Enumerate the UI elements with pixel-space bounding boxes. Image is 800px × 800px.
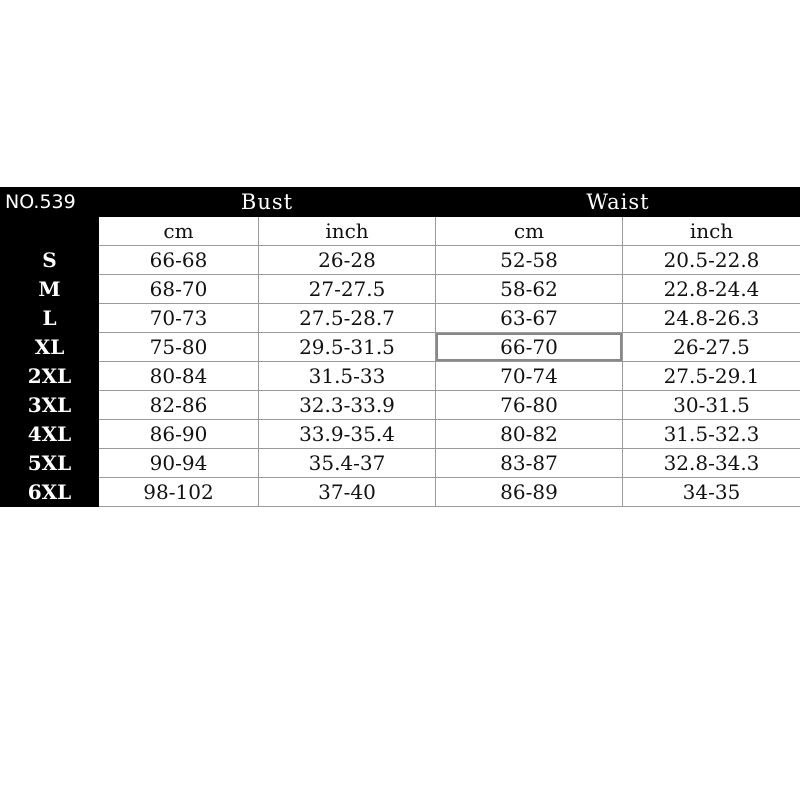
table-row [1, 275, 800, 304]
bust-cm-cell: 75-80 [99, 333, 259, 362]
bust-cm-cell: 86-90 [99, 420, 259, 449]
waist-inch-cell: 22.8-24.4 [623, 275, 800, 304]
bust-cm-cell: 80-84 [99, 362, 259, 391]
unit-header-row [1, 217, 800, 246]
waist-cm-cell: 58-62 [436, 275, 623, 304]
waist-cm-cell: 70-74 [436, 362, 623, 391]
table-row [1, 333, 800, 362]
bust-cm-cell: 70-73 [99, 304, 259, 333]
waist-inch-cell: 27.5-29.1 [623, 362, 800, 391]
table-row [1, 246, 800, 275]
model-number: NO.539 [1, 188, 99, 217]
size-label: XL [1, 333, 99, 362]
bust-cm-cell: 90-94 [99, 449, 259, 478]
bust-inch-cell: 27-27.5 [259, 275, 436, 304]
table-row [1, 478, 800, 507]
size-column-header [1, 217, 99, 246]
bust-inch-cell: 37-40 [259, 478, 436, 507]
waist-inch-cell: 20.5-22.8 [623, 246, 800, 275]
size-label: L [1, 304, 99, 333]
bust-cm-cell: 82-86 [99, 391, 259, 420]
table-row [1, 449, 800, 478]
table-row [1, 420, 800, 449]
waist-cm-cell: 52-58 [436, 246, 623, 275]
waist-cm-cell: 63-67 [436, 304, 623, 333]
size-label: M [1, 275, 99, 304]
waist-inch-cell: 26-27.5 [623, 333, 800, 362]
waist-cm-cell: 76-80 [436, 391, 623, 420]
size-label: 2XL [1, 362, 99, 391]
waist-inch-cell: 34-35 [623, 478, 800, 507]
bust-cm-unit: cm [99, 217, 259, 246]
bust-cm-cell: 68-70 [99, 275, 259, 304]
bust-header: Bust [99, 188, 436, 217]
table-row [1, 391, 800, 420]
waist-cm-cell: 66-70 [436, 333, 623, 362]
bust-inch-cell: 35.4-37 [259, 449, 436, 478]
table-row [1, 362, 800, 391]
size-label: S [1, 246, 99, 275]
waist-inch-cell: 30-31.5 [623, 391, 800, 420]
bust-inch-cell: 33.9-35.4 [259, 420, 436, 449]
bust-inch-cell: 32.3-33.9 [259, 391, 436, 420]
size-chart-table [0, 187, 800, 507]
waist-header: Waist [436, 188, 800, 217]
waist-cm-cell: 86-89 [436, 478, 623, 507]
size-label: 6XL [1, 478, 99, 507]
waist-cm-unit: cm [436, 217, 623, 246]
bust-inch-cell: 29.5-31.5 [259, 333, 436, 362]
size-rows [1, 246, 800, 507]
bust-inch-cell: 27.5-28.7 [259, 304, 436, 333]
table-row [1, 304, 800, 333]
bust-inch-cell: 26-28 [259, 246, 436, 275]
bust-inch-cell: 31.5-33 [259, 362, 436, 391]
waist-inch-cell: 32.8-34.3 [623, 449, 800, 478]
bust-cm-cell: 98-102 [99, 478, 259, 507]
waist-cm-cell: 83-87 [436, 449, 623, 478]
waist-cm-cell: 80-82 [436, 420, 623, 449]
size-label: 5XL [1, 449, 99, 478]
size-label: 4XL [1, 420, 99, 449]
waist-inch-cell: 31.5-32.3 [623, 420, 800, 449]
waist-inch-unit: inch [623, 217, 800, 246]
waist-inch-cell: 24.8-26.3 [623, 304, 800, 333]
size-label: 3XL [1, 391, 99, 420]
group-header-row [1, 188, 800, 217]
bust-inch-unit: inch [259, 217, 436, 246]
bust-cm-cell: 66-68 [99, 246, 259, 275]
